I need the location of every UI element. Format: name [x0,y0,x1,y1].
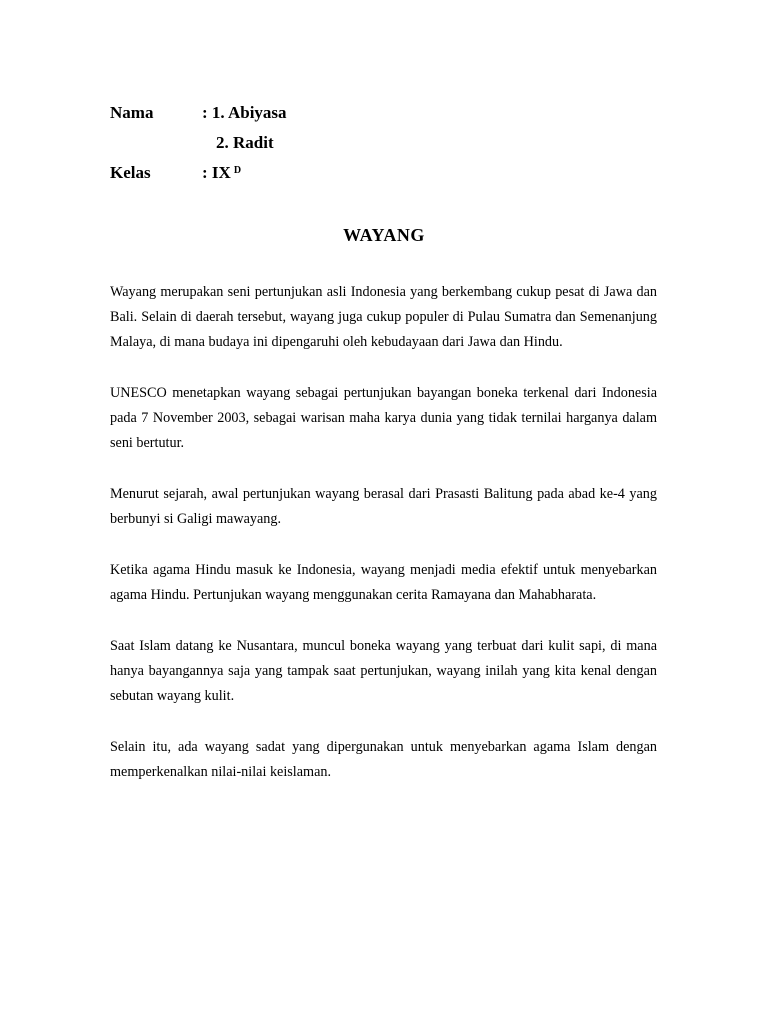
document-title: WAYANG [343,225,425,245]
paragraph: UNESCO menetapkan wayang sebagai pertunjukan bayangan boneka terkenal dari Indonesia pada 7 November 2003, sebagai warisan maha karya dunia yang tidak ternilai harganya dalam seni bertutur. [110,385,657,452]
paragraph: Saat Islam datang ke Nusantara, muncul boneka wayang yang terbuat dari kulit sapi, di mana hanya bayangannya saja yang tampak saat pertunjukan, wayang inilah yang kita kenal dengan sebutan wayang kulit. [110,637,657,704]
nama-label: Nama [110,103,154,122]
paragraph: Selain itu, ada wayang sadat yang dipergunakan untuk menyebarkan agama Islam dengan memperkenalkan nilai-nilai keislaman. [110,738,657,780]
paragraph: Ketika agama Hindu masuk ke Indonesia, wayang menjadi media efektif untuk menyebarkan agama Hindu. Pertunjukan wayang menggunakan cerita Ramayana dan Mahabharata. [110,561,657,603]
student-info [110,101,658,191]
kelas-superscript: D [233,165,242,176]
empty-label [110,131,202,161]
kelas-value-wrapper [202,161,658,191]
document-body [110,280,657,810]
nama-row-2 [110,131,658,161]
paragraph: Wayang merupakan seni pertunjukan asli Indonesia yang berkembang cukup pesat di Jawa dan Bali. Selain di daerah tersebut, wayang juga cukup populer di Pulau Sumatra dan Semenanjung Malaya, di mana budaya ini dipengaruhi oleh kebudayaan dari Jawa dan Hindu. [110,284,657,351]
nama-row [110,101,658,131]
nama-value-1: : 1. Abiyasa [202,103,287,122]
kelas-value: : IX [202,163,231,182]
paragraph: Menurut sejarah, awal pertunjukan wayang berasal dari Prasasti Balitung pada abad ke-4 yang berbunyi si Galigi mawayang. [110,486,657,528]
nama-value-2: 2. Radit [216,133,274,152]
kelas-label: Kelas [110,163,151,182]
kelas-row [110,161,658,191]
